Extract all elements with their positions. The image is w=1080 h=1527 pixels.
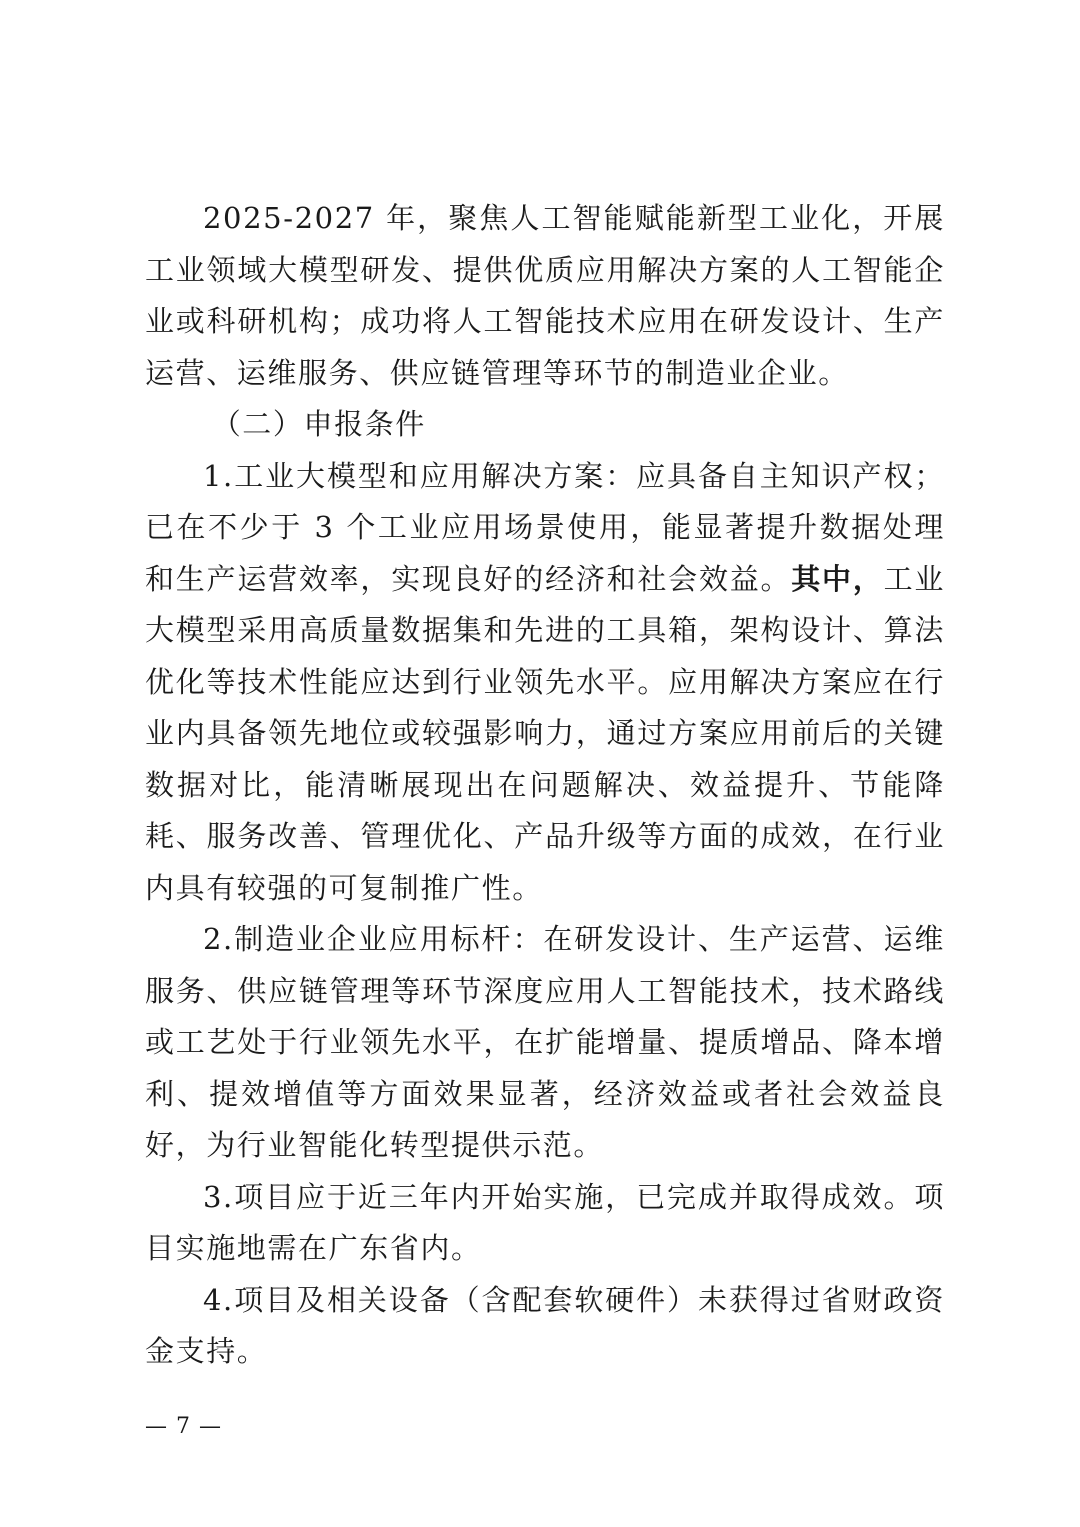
condition-item-1 xyxy=(145,451,945,915)
condition-item-4: 4.项目及相关设备（含配套软硬件）未获得过省财政资金支持。 xyxy=(145,1282,945,1368)
intro-paragraph: 2025-2027 年，聚焦人工智能赋能新型工业化，开展工业领域大模型研发、提供优质应用解决方案的人工智能企业或科研机构；成功将人工智能技术应用在研发设计、生产运营、运维服务、供应链管理等环节的制造业企业。 xyxy=(145,201,945,390)
condition-item-1-emphasis: 其中， xyxy=(791,561,884,596)
page-number: — 7 — xyxy=(145,1414,222,1439)
section-heading: （二）申报条件 xyxy=(211,407,426,441)
condition-item-1-lead: 1.工业大模型和应用解决方案：应具备自主知识产权；已在不少于 3 个工业应用场景使用，能显著提升数据处理和生产运营效率，实现良好的经济和社会效益。 xyxy=(145,458,945,596)
document-body xyxy=(145,193,945,1378)
condition-item-3: 3.项目应于近三年内开始实施，已完成并取得成效。项目实施地需在广东省内。 xyxy=(145,1179,945,1265)
condition-item-1-tail: 工业大模型采用高质量数据集和先进的工具箱，架构设计、算法优化等技术性能应达到行业领先水平。应用解决方案应在行业内具备领先地位或较强影响力，通过方案应用前后的关键数据对比，能清晰展现出在问题解决、效益提升、节能降耗、服务改善、管理优化、产品升级等方面的成效，在行业内具有较强的可复制推广性。 xyxy=(145,561,945,905)
condition-item-2: 2.制造业企业应用标杆：在研发设计、生产运营、运维服务、供应链管理等环节深度应用人工智能技术，技术路线或工艺处于行业领先水平，在扩能增量、提质增品、降本增利、提效增值等方面效果显著，经济效益或者社会效益良好，为行业智能化转型提供示范。 xyxy=(145,922,945,1162)
